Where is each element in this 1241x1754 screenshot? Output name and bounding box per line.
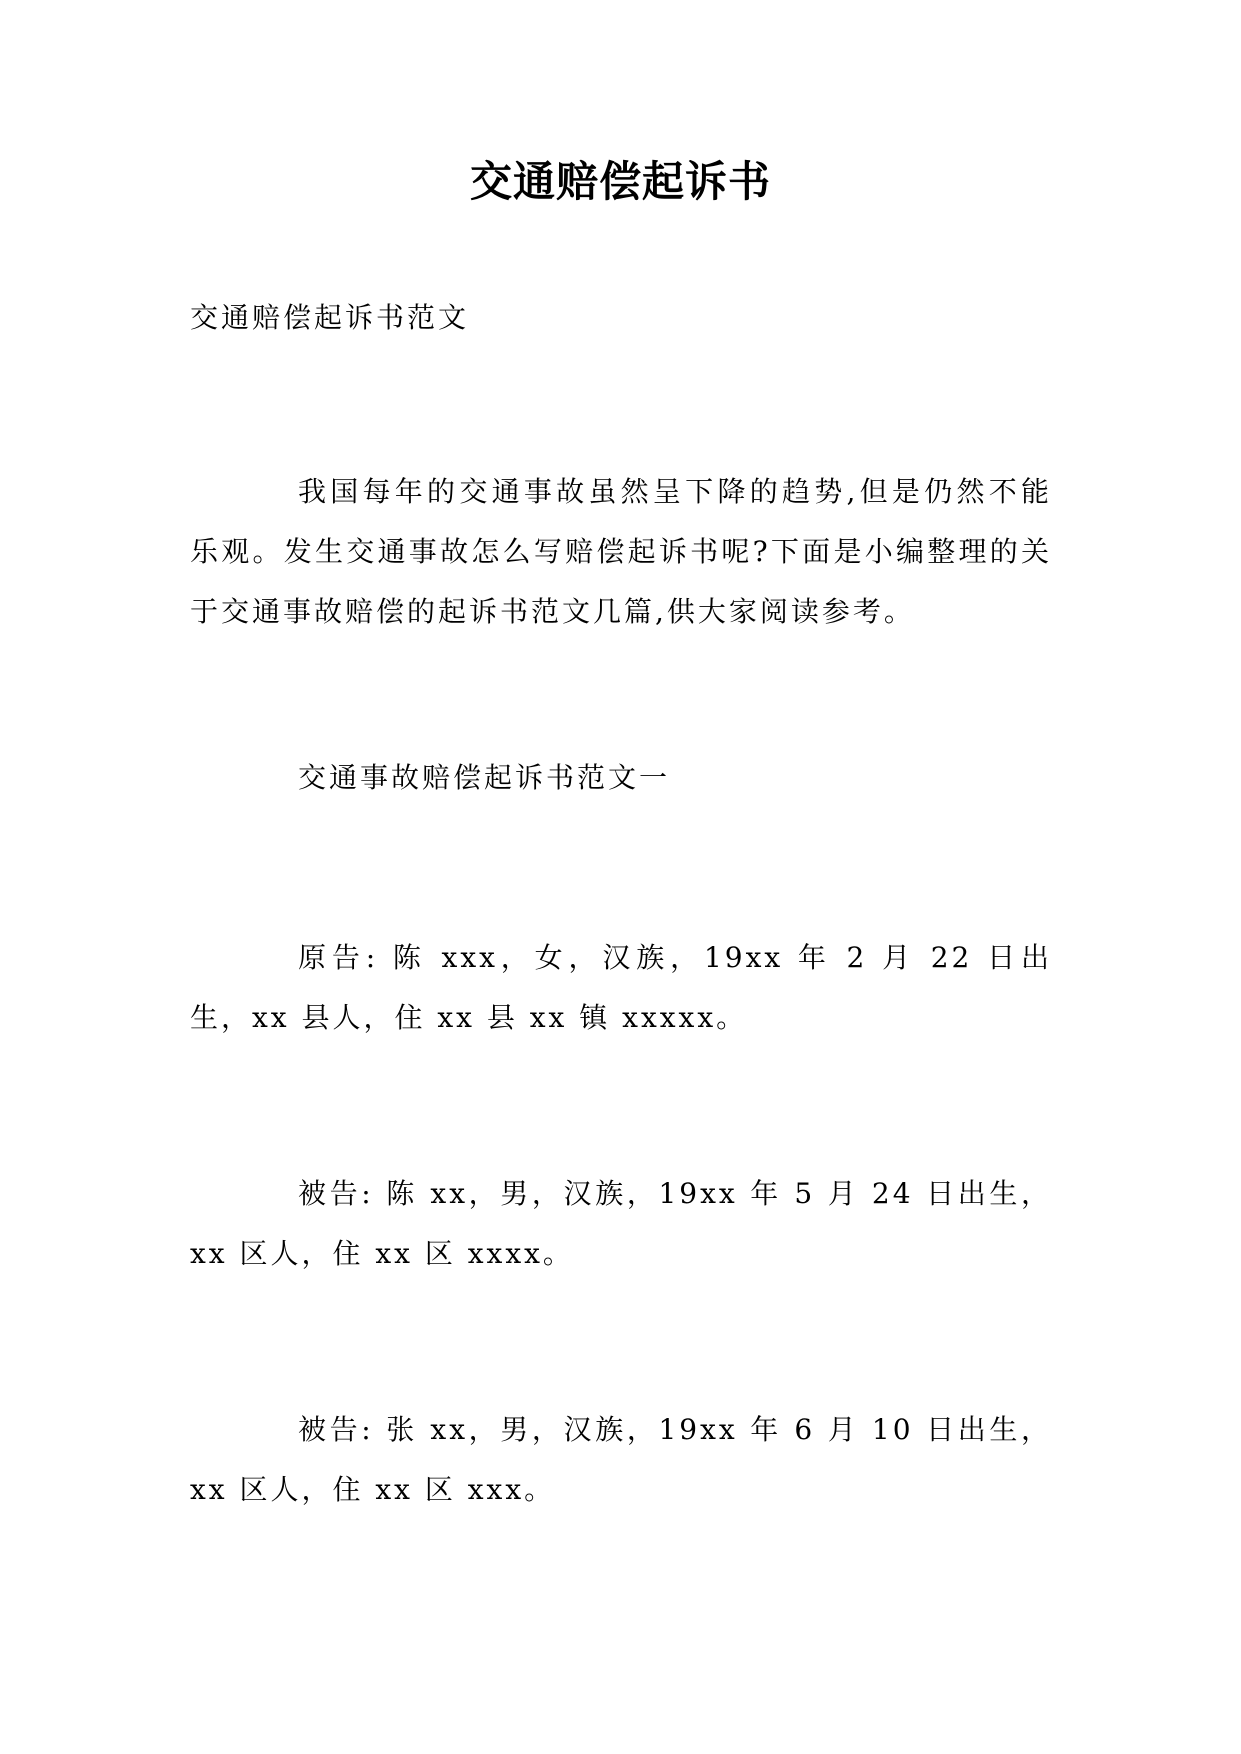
defendant-paragraph-1: 被告: 陈 xx，男，汉族，19xx 年 5 月 24 日出生，xx 区人，住 xx 区 xxxx。	[190, 1177, 1052, 1270]
defendant-paragraph-2: 被告: 张 xx，男，汉族，19xx 年 6 月 10 日出生，xx 区人，住 xx 区 xxx。	[190, 1413, 1052, 1506]
intro-paragraph: 我国每年的交通事故虽然呈下降的趋势,但是仍然不能乐观。发生交通事故怎么写赔偿起诉书呢?下面是小编整理的关于交通事故赔偿的起诉书范文几篇,供大家阅读参考。	[190, 475, 1052, 628]
document-title: 交通赔偿起诉书	[469, 157, 771, 206]
plaintiff-paragraph: 原告: 陈 xxx，女，汉族，19xx 年 2 月 22 日出生，xx 县人，住 xx 县 xx 镇 xxxxx。	[190, 941, 1052, 1034]
section-heading: 交通事故赔偿起诉书范文一	[298, 761, 671, 794]
document-subtitle: 交通赔偿起诉书范文	[190, 301, 470, 334]
